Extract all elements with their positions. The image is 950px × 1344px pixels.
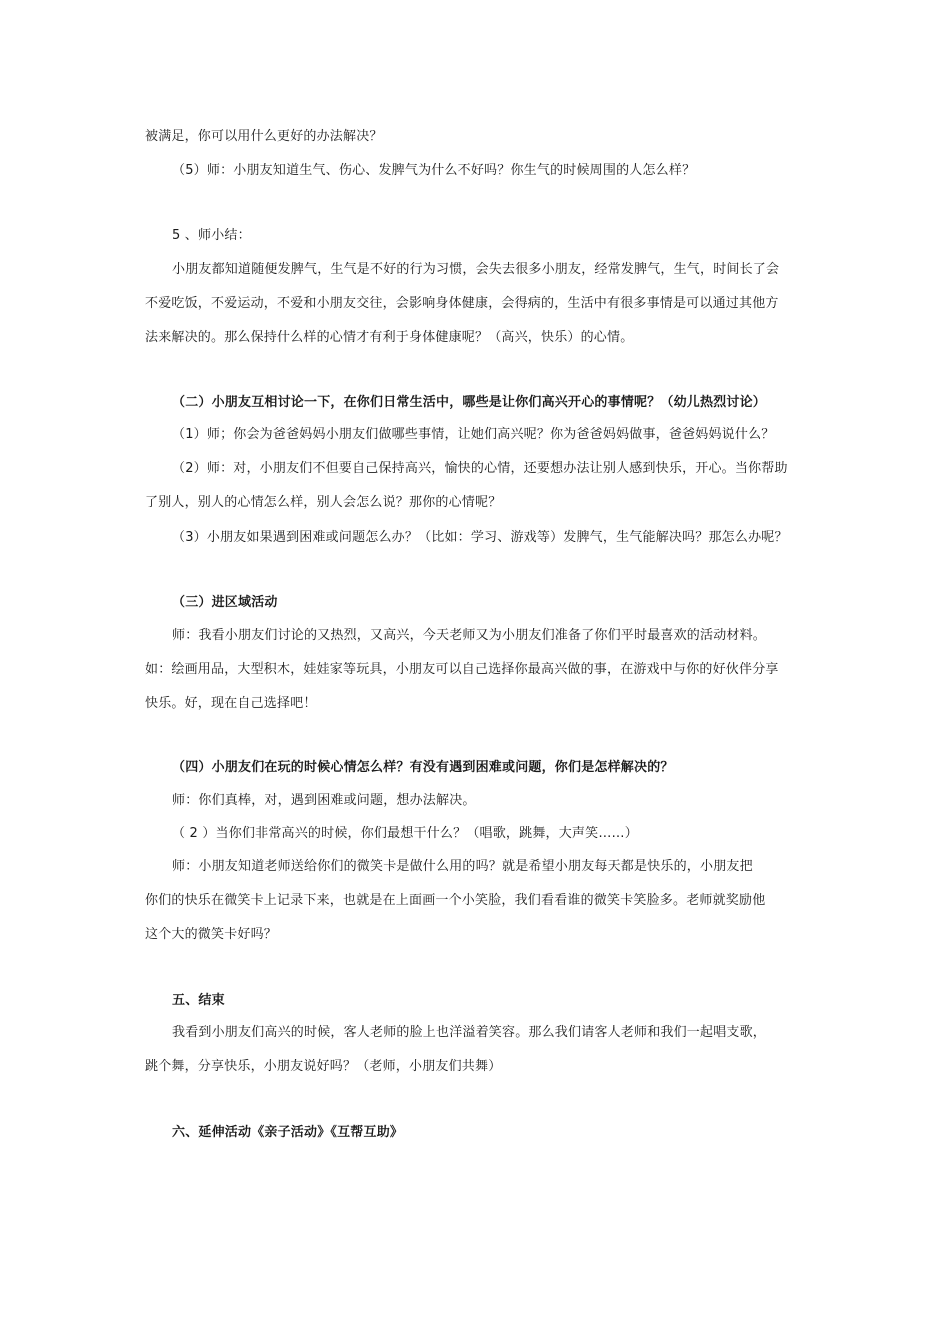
- text-line: 跳个舞，分享快乐，小朋友说好吗？（老师，小朋友们共舞）: [145, 1059, 502, 1074]
- question-2: （ 2 ）当你们非常高兴的时候，你们最想干什么？（唱歌，跳舞，大声笑……）: [172, 826, 638, 841]
- section-heading: （四）小朋友们在玩的时候心情怎么样？有没有遇到困难或问题，你们是怎样解决的？: [172, 760, 674, 775]
- text-line: 被满足，你可以用什么更好的办法解决？: [145, 129, 383, 144]
- text-line: 了别人，别人的心情怎么样，别人会怎么说？那你的心情呢？: [145, 495, 502, 510]
- question-3: （3）小朋友如果遇到困难或问题怎么办？（比如：学习、游戏等）发脾气，生气能解决吗？那怎么办呢？: [172, 530, 788, 545]
- section-heading: （三）进区域活动: [172, 595, 278, 610]
- section-heading: 六、延伸活动《亲子活动》《互帮互助》: [172, 1125, 404, 1140]
- section-heading: 5 、师小结：: [172, 228, 251, 243]
- question-1: （1）师；你会为爸爸妈妈小朋友们做哪些事情，让她们高兴呢？你为爸爸妈妈做事，爸爸妈妈说什么？: [172, 427, 775, 442]
- text-line: 不爱吃饭，不爱运动，不爱和小朋友交往，会影响身体健康，会得病的，生活中有很多事情是可以通过其他方: [145, 296, 779, 311]
- text-line: 小朋友都知道随便发脾气，生气是不好的行为习惯，会失去很多小朋友，经常发脾气，生气，时间长了会: [172, 262, 780, 277]
- question-2: （2）师：对，小朋友们不但要自己保持高兴，愉快的心情，还要想办法让别人感到快乐，开心。当你帮助: [172, 461, 788, 476]
- text-line: 法来解决的。那么保持什么样的心情才有利于身体健康呢？（高兴，快乐）的心情。: [145, 330, 634, 345]
- text-line: 师：小朋友知道老师送给你们的微笑卡是做什么用的吗？就是希望小朋友每天都是快乐的，小朋友把: [172, 859, 753, 874]
- text-line: 你们的快乐在微笑卡上记录下来，也就是在上面画一个小笑脸，我们看看谁的微笑卡笑脸多。老师就奖励他: [145, 893, 766, 908]
- section-heading: 五、结束: [172, 993, 225, 1008]
- text-line: 这个大的微笑卡好吗？: [145, 927, 278, 942]
- text-line: 师：你们真棒，对，遇到困难或问题，想办法解决。: [172, 793, 476, 808]
- text-line: 快乐。好，现在自己选择吧！: [145, 696, 317, 711]
- text-line: 师：我看小朋友们讨论的又热烈，又高兴，今天老师又为小朋友们准备了你们平时最喜欢的活动材料。: [172, 628, 767, 643]
- text-line: 我看到小朋友们高兴的时候，客人老师的脸上也洋溢着笑容。那么我们请客人老师和我们一起唱支歌，: [172, 1025, 767, 1040]
- section-heading: （二）小朋友互相讨论一下，在你们日常生活中，哪些是让你们高兴开心的事情呢？（幼儿热烈讨论）: [172, 395, 767, 410]
- text-line: 如：绘画用品，大型积木，娃娃家等玩具，小朋友可以自己选择你最高兴做的事，在游戏中与你的好伙伴分享: [145, 662, 779, 677]
- question-5: （5）师：小朋友知道生气、伤心、发脾气为什么不好吗？你生气的时候周围的人怎么样？: [172, 163, 696, 178]
